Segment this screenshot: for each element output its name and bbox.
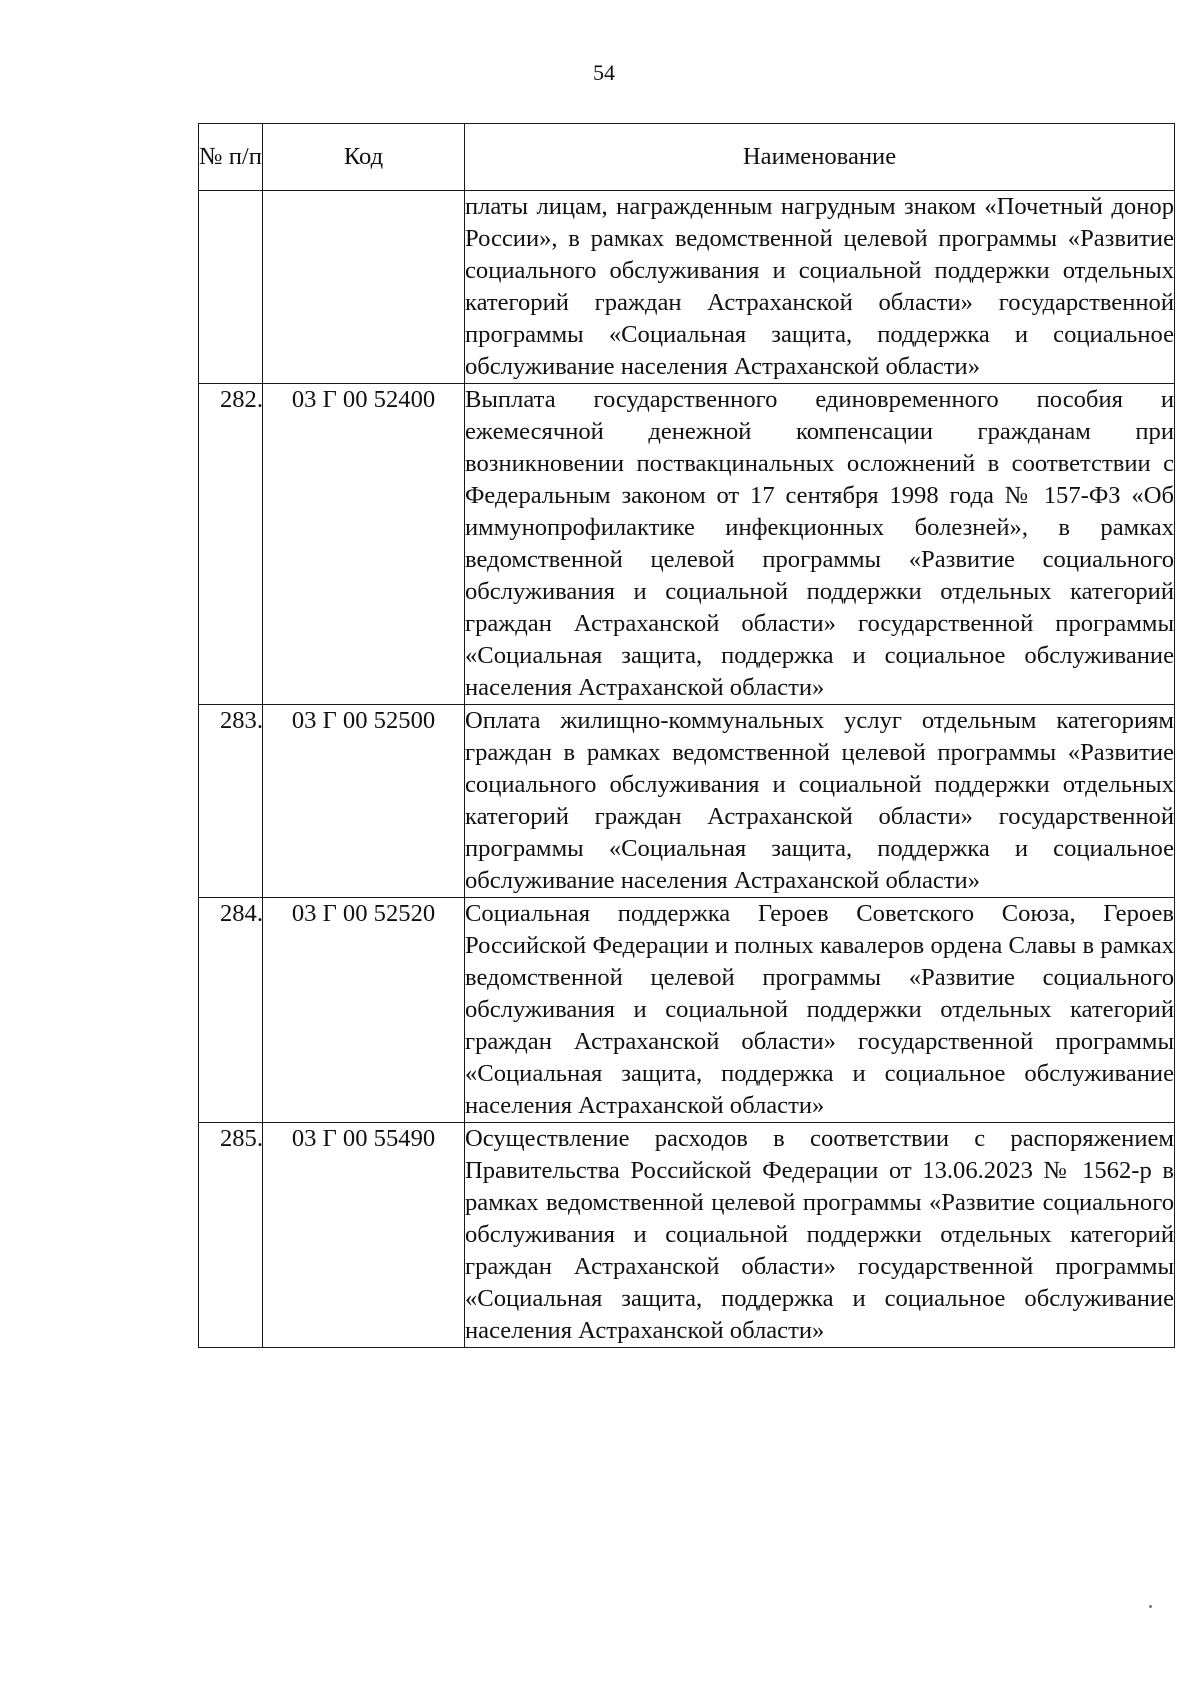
table-row — [199, 384, 1175, 705]
row-name: Выплата государственного единовременного пособия и ежемесячной денежной компенсации гражданам при возникновении поствакцинальных осложнений в соответствии с Федеральным законом от 17 сентября 1998 года № 157-ФЗ «Об иммунопрофилактике инфекционных болезней», в рамках ведомственной целевой программы «Развитие социального обслуживания и социальной поддержки отдельных категорий граждан Астраханской области» государственной программы «Социальная защита, поддержка и социальное обслуживание населения Астраханской области» — [465, 384, 1175, 705]
page-number: 54 — [593, 60, 615, 85]
row-code: 03 Г 00 52400 — [263, 384, 465, 705]
table-row — [199, 705, 1175, 898]
row-number — [199, 191, 263, 384]
row-code: 03 Г 00 55490 — [263, 1123, 465, 1348]
row-number: 285. — [199, 1123, 263, 1348]
table-row — [199, 191, 1175, 384]
row-number: 282. — [199, 384, 263, 705]
table-row — [199, 898, 1175, 1123]
row-name: платы лицам, награжденным нагрудным знаком «Почетный донор России», в рамках ведомственной целевой программы «Развитие социального обслуживания и социальной поддержки отдельных категорий граждан Астраханской области» государственной программы «Социальная защита, поддержка и социальное обслуживание населения Астраханской области» — [465, 191, 1175, 384]
header-name: Наименование — [465, 124, 1175, 191]
row-name: Осуществление расходов в соответствии с распоряжением Правительства Российской Федерации от 13.06.2023 № 1562-р в рамках ведомственной целевой программы «Развитие социального обслуживания и социальной поддержки отдельных категорий граждан Астраханской области» государственной программы «Социальная защита, поддержка и социальное обслуживание населения Астраханской области» — [465, 1123, 1175, 1348]
header-code: Код — [263, 124, 465, 191]
row-number: 284. — [199, 898, 263, 1123]
scan-speck — [1149, 1605, 1152, 1608]
table-header-row — [199, 124, 1175, 191]
header-number: № п/п — [199, 124, 263, 191]
row-code: 03 Г 00 52520 — [263, 898, 465, 1123]
row-code — [263, 191, 465, 384]
row-code: 03 Г 00 52500 — [263, 705, 465, 898]
budget-code-table — [198, 123, 1175, 1348]
table-row — [199, 1123, 1175, 1348]
row-name: Социальная поддержка Героев Советского Союза, Героев Российской Федерации и полных кавалеров ордена Славы в рамках ведомственной целевой программы «Развитие социального обслуживания и социальной поддержки отдельных категорий граждан Астраханской области» государственной программы «Социальная защита, поддержка и социальное обслуживание населения Астраханской области» — [465, 898, 1175, 1123]
row-number: 283. — [199, 705, 263, 898]
row-name: Оплата жилищно-коммунальных услуг отдельным категориям граждан в рамках ведомственной целевой программы «Развитие социального обслуживания и социальной поддержки отдельных категорий граждан Астраханской области» государственной программы «Социальная защита, поддержка и социальное обслуживание населения Астраханской области» — [465, 705, 1175, 898]
